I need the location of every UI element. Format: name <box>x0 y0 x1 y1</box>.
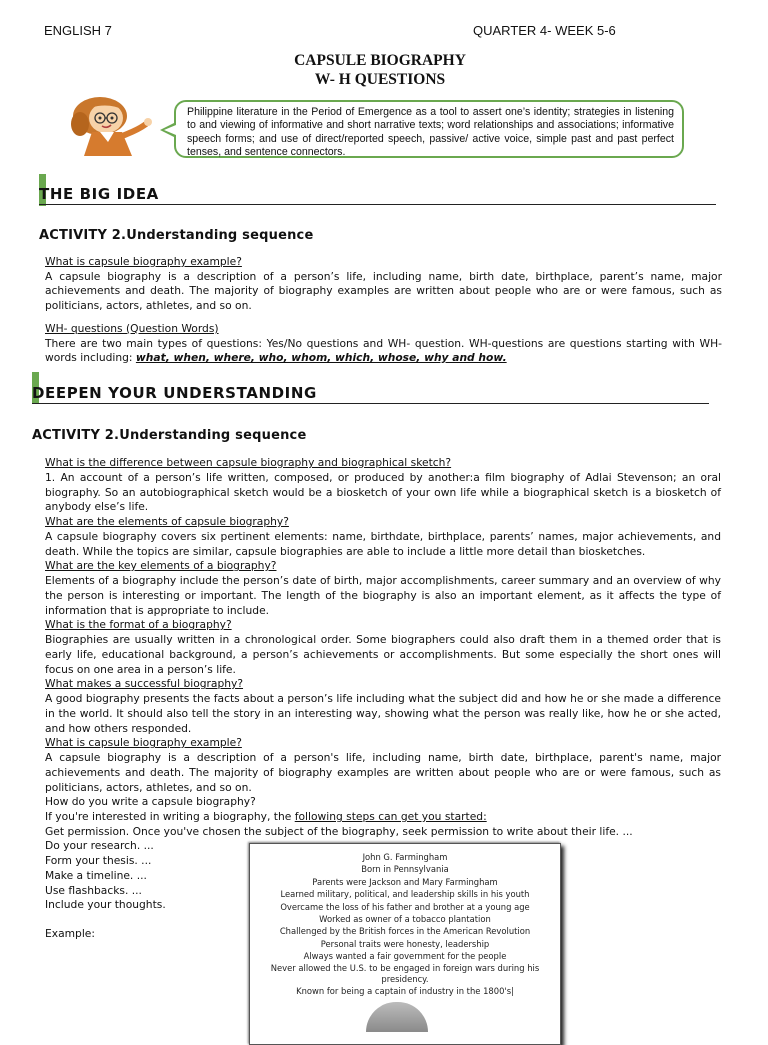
answer-text: Elements of a biography include the person’s date of birth, major accomplishments, career summary and an overview of why the person is interesting or important. The length of the biography is also an important element, as it affects the type of information that is appropriate to include. <box>45 574 721 617</box>
card-line: Born in Pennsylvania <box>361 864 449 875</box>
card-line: Learned military, political, and leadership skills in his youth <box>280 889 530 900</box>
step-item: Form your thesis. ... <box>45 854 152 868</box>
question-heading: What are the key elements of a biography? <box>45 559 277 573</box>
card-line: Always wanted a fair government for the people <box>303 951 507 962</box>
answer-text: A capsule biography is a description of a person's life, including name, birth date, birthplace, parent's name, major achievements and death. The majority of biography examples are written about people who are or were famous, such as politicians, actors, athletes, and so on. <box>45 751 721 794</box>
activity-heading: ACTIVITY 2.Understanding sequence <box>32 428 307 443</box>
intro-bubble: Philippine literature in the Period of Emergence as a tool to assert one’s identity; strategies in listening to and viewing of informative and short narrative texts; word relationships and associations; informative speech forms; and use of direct/reported speech, passive/ active voice, simple past and past perfect tenses, and sentence connectors. <box>174 100 684 158</box>
section-heading-big-idea: THE BIG IDEA <box>39 185 716 205</box>
card-line: Parents were Jackson and Mary Farmingham <box>312 876 498 887</box>
example-card-lines <box>250 844 560 997</box>
page-title: CAPSULE BIOGRAPHY <box>294 52 466 69</box>
steps-intro: If you're interested in writing a biography, the following steps can get you started: <box>45 810 487 823</box>
card-line: Challenged by the British forces in the American Revolution <box>279 926 531 937</box>
step-item: Include your thoughts. <box>45 898 166 912</box>
howto-text: How do you write a capsule biography? <box>45 795 256 809</box>
answer-text: 1. An account of a person’s life written, composed, or produced by another:a film biography of Adlai Stevenson; an oral biography. So an autobiographical sketch would be a biosketch of your own life while a biographical sketch is a biosketch of anybody else’s life. <box>45 470 721 514</box>
question-heading: What is capsule biography example? <box>45 736 242 750</box>
card-line: presidency. <box>381 973 429 984</box>
subject-label: ENGLISH 7 <box>44 23 112 38</box>
answer-text: Biographies are usually written in a chronological order. Some biographers could also draft them in a themed order that is early life, educational background, a person’s achievements or accomplishments. But some especially the short ones will focus on one area in a person’s life. <box>45 633 721 676</box>
step-item: Make a timeline. ... <box>45 868 147 882</box>
answer-text: A good biography presents the facts about a person’s life including what the subject did and how he or she made a difference in the world. It should also tell the story in an interesting way, showing what the person was really like, how he or she acted, and how others responded. <box>45 692 721 735</box>
wh-words: what, when, where, who, whom, which, whose, why and how. <box>135 351 507 365</box>
card-line: John G. Farmingham <box>362 852 448 862</box>
example-label: Example: <box>45 926 95 940</box>
question-heading: What is capsule biography example? <box>45 255 242 268</box>
answer-text: A capsule biography is a description of a person’s life, including name, birth date, birthplace, parent’s name, major achievements and death. The majority of biography examples are written about people who are or were famous, such as politicians, actors, athletes, and so on. <box>45 269 722 313</box>
answer-text: A capsule biography covers six pertinent elements: name, birthdate, birthplace, parents’ names, major achievements, and death. While the topics are similar, capsule biographies are able to include a little more detail than biosketches. <box>45 529 721 558</box>
card-line: Known for being a captain of industry in the 1800's| <box>296 985 514 996</box>
step-item: Use flashbacks. ... <box>45 883 142 897</box>
section-heading-deepen: DEEPEN YOUR UNDERSTANDING <box>32 384 709 404</box>
big-idea-content <box>45 255 722 366</box>
card-line: Worked as owner of a tobacco plantation <box>319 914 491 925</box>
card-line: Personal traits were honesty, leadership <box>320 938 490 949</box>
question-heading: What are the elements of capsule biography? <box>45 515 289 528</box>
quarter-label: QUARTER 4- WEEK 5-6 <box>473 23 616 38</box>
question-heading: What makes a successful biography? <box>45 677 244 691</box>
activity-heading: ACTIVITY 2.Understanding sequence <box>39 228 314 243</box>
question-heading: WH- questions (Question Words) <box>45 321 219 335</box>
step-item: Get permission. Once you've chosen the subject of the biography, seek permission to write about their life. ... <box>45 824 633 838</box>
teacher-illustration <box>62 94 158 156</box>
bubble-tail-inner <box>164 125 176 135</box>
answer-text: There are two main types of questions: Yes/No questions and WH- question. WH-questions are questions starting with WH-words including: what, when, where, who, whom, which, whose, why and how. <box>45 336 722 365</box>
card-line: Never allowed the U.S. to be engaged in foreign wars during his <box>270 962 540 973</box>
question-heading: What is the difference between capsule biography and biographical sketch? <box>45 456 452 469</box>
question-heading: What is the format of a biography? <box>45 618 232 632</box>
page-subtitle: W- H QUESTIONS <box>314 71 446 88</box>
card-line: Overcame the loss of his father and brother at a young age <box>280 901 530 912</box>
step-item: Do your research. ... <box>45 839 154 853</box>
